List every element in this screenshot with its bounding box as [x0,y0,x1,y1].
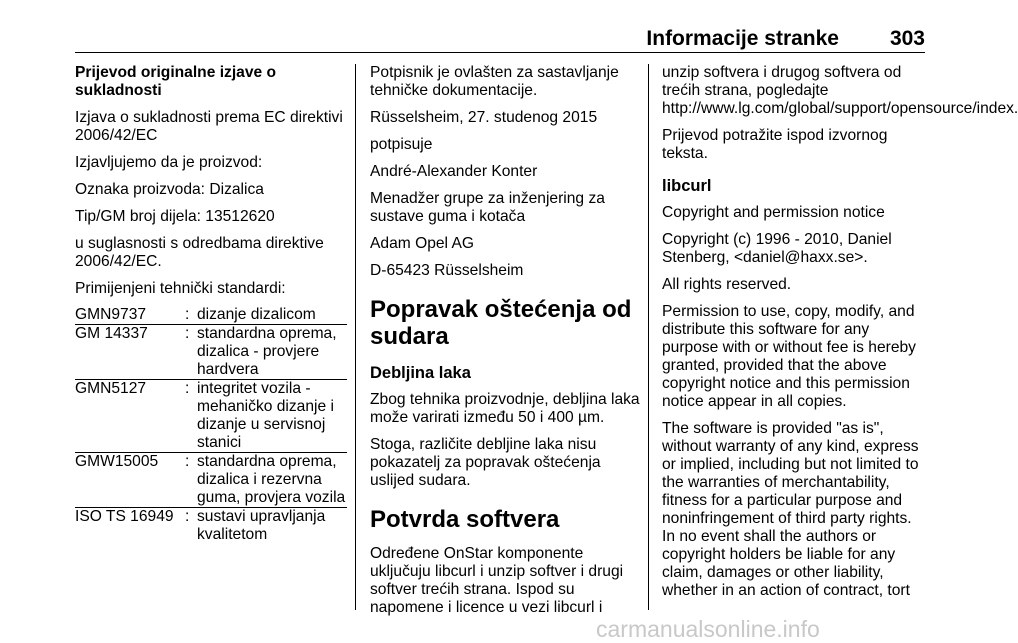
standard-description: dizanje dizalicom [197,306,316,323]
column-divider [355,64,356,610]
standard-description: standardna oprema, dizalica - provjere hardvera [197,325,347,380]
standard-description: sustavi upravljanja kvalitetom [197,508,347,545]
paragraph: André-Alexander Konter [370,163,538,180]
separator: : [185,306,190,323]
column-left [75,64,347,544]
paragraph: unzip softvera i drugog softvera od trećih strana, pogledajte http://www.lg.com/global/support/opensource/index. [662,64,1018,117]
paragraph: All rights reserved. [662,276,792,293]
section-heading: Prijevod originalne izjave o sukladnosti [75,64,277,99]
table-row [75,380,347,453]
paragraph: Adam Opel AG [370,235,475,252]
paragraph: Copyright and permission notice [662,204,885,221]
separator: : [185,380,197,453]
column-right [662,64,1018,609]
paragraph: Potpisnik je ovlašten za sastavljanje tehničke dokumentacije. [370,64,619,99]
paragraph: Tip/GM broj dijela: 13512620 [75,208,275,225]
paragraph: Primijenjeni tehnički standardi: [75,280,286,297]
page-title: Informacije stranke [646,27,839,50]
standard-code: GMW15005 [75,453,185,508]
page-header [75,26,925,53]
column-divider [648,64,649,610]
page-number: 303 [889,27,925,50]
standard-description: integritet vozila - mehaničko dizanje i dizanje u servisnoj stanici [197,380,347,453]
separator: : [185,508,197,545]
paragraph: Menadžer grupe za inženjering za sustave guma i kotača [370,190,605,225]
separator: : [185,325,197,380]
paragraph: Izjavljujemo da je proizvod: [75,154,263,171]
subheading-paint-thickness: Debljina laka [370,364,471,382]
paragraph: Oznaka proizvoda: Dizalica [75,181,264,198]
paragraph: Određene OnStar komponente uključuju libcurl i unzip softver i drugi softver trećih strana. Ispod su napomene i licence u vezi libcurl i [370,545,624,616]
paragraph: potpisuje [370,136,433,153]
paragraph: The software is provided "as is", without warranty of any kind, express or implied, including but not limited to the warranties of merchantability, fitness for a particular purpose and noninfringement of third party rights. In no event shall the authors or copyright holders be liable for any claim, damages or other liability, whether in an action of contract, tort [662,420,919,599]
paragraph: u suglasnosti s odredbama direktive 2006/42/EC. [75,235,324,270]
table-row [75,325,347,380]
table-row [75,453,347,508]
standard-code: ISO TS 16949 [75,508,185,545]
paragraph: Izjava o sukladnosti prema EC direktivi 2006/42/EC [75,109,343,144]
column-middle [370,64,640,626]
subheading-libcurl: libcurl [662,177,712,195]
table-row [75,306,347,325]
paragraph: Zbog tehnika proizvodnje, debljina laka može varirati između 50 i 400 µm. [370,391,640,426]
section-heading-repair: Popravak oštećenja od sudara [370,296,632,350]
standard-code: GMN5127 [75,380,185,453]
standard-description: standardna oprema, dizalica i rezervna guma, provjera vozila [197,453,346,506]
paragraph: Prijevod potražite ispod izvornog teksta. [662,127,888,162]
separator: : [185,453,197,508]
paragraph: Copyright (c) 1996 - 2010, Daniel Stenberg, <daniel@haxx.se>. [662,231,892,266]
paragraph: Stoga, različite debljine laka nisu pokazatelj za popravak oštećenja uslijed sudara. [370,436,601,489]
watermark: carmanualsonline.info [596,616,820,642]
paragraph: Rüsselsheim, 27. studenog 2015 [370,109,598,126]
paragraph: Permission to use, copy, modify, and distribute this software for any purpose with or without fee is hereby granted, provided that the above copyright notice and this permission notice appear in all copies. [662,303,916,410]
section-heading-software: Potvrda softvera [370,506,560,533]
standards-table [75,306,347,544]
standard-code: GM 14337 [75,325,185,380]
table-row [75,508,347,545]
standard-code: GMN9737 [75,306,147,323]
paragraph: D-65423 Rüsselsheim [370,262,524,279]
